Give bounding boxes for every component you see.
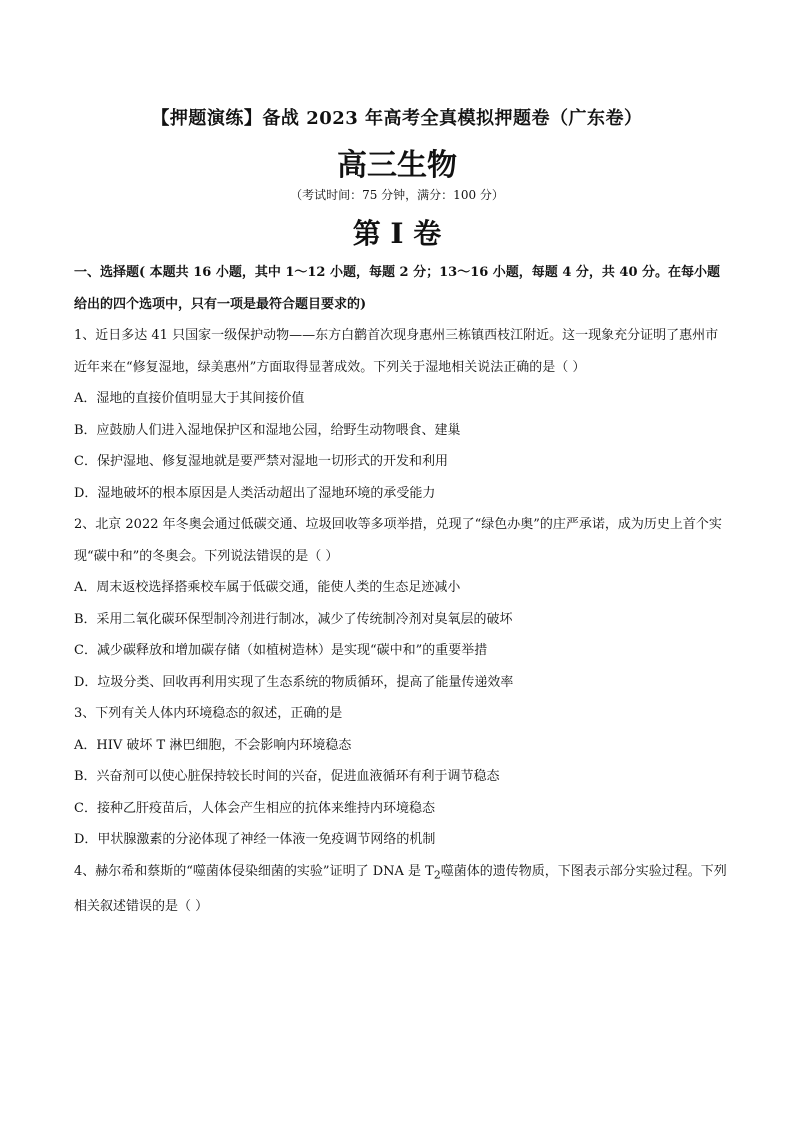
question-3-option-a: A．HIV 破坏 T 淋巴细胞，不会影响内环境稳态 [74, 737, 352, 753]
question-3-option-b: B．兴奋剂可以使心脏保持较长时间的兴奋，促进血液循环有利于调节稳态 [74, 769, 500, 784]
volume-title: 第 I 卷 [352, 217, 442, 250]
question-1-stem: 1、近日多达 41 只国家一级保护动物——东方白鹳首次现身惠州三栋镇西枝江附近。这一现象充分证明了惠州市近年来在“修复湿地，绿美惠州”方面取得显著成效。下列关于湿地相关说法正确的是（ ） [74, 328, 719, 375]
section-intro: 一、选择题( 本题共 16 小题，其中 1～12 小题，每题 2 分；13～16 小题，每题 4 分，共 40 分。在每小题给出的四个选项中，只有一项是最符合题目要求的) [74, 265, 721, 312]
question-1-option-b: B．应鼓励人们进入湿地保护区和湿地公园，给野生动物喂食、建巢 [74, 422, 461, 438]
question-2-stem: 2、北京 2022 年冬奥会通过低碳交通、垃圾回收等多项举措，兑现了“绿色办奥”的庄严承诺，成为历史上首个实现“碳中和”的冬奥会。下列说法错误的是（ ） [74, 517, 722, 564]
exam-info: （考试时间：75 分钟，满分：100 分） [290, 188, 504, 202]
question-3-option-c: C．接种乙肝疫苗后，人体会产生相应的抗体来维持内环境稳态 [74, 800, 435, 816]
question-2-option-a: A．周末返校选择搭乘校车属于低碳交通，能使人类的生态足迹减小 [74, 580, 461, 595]
question-4-stem-part-1: 4、赫尔希和蔡斯的“噬菌体侵染细菌的实验”证明了 DNA 是 T [74, 863, 434, 879]
exam-title: 【押题演练】备战 2023 年高考全真模拟押题卷（广东卷） [151, 108, 643, 129]
question-1-option-a: A．湿地的直接价值明显大于其间接价值 [74, 391, 305, 406]
question-2-option-b: B．采用二氧化碳环保型制冷剂进行制冰，减少了传统制冷剂对臭氧层的破坏 [74, 611, 513, 627]
question-4-stem-part-2: 噬菌体的遗传物质，下图表示部分实验过程。下列相关叙述错误的是（ ） [74, 863, 727, 914]
question-2-option-c: C．减少碳释放和增加碳存储（如植树造林）是实现“碳中和”的重要举措 [74, 643, 488, 658]
subject-title: 高三生物 [337, 148, 457, 183]
question-3-stem: 3、下列有关人体内环境稳态的叙述，正确的是 [74, 706, 343, 721]
question-4-subscript: 2 [433, 868, 441, 882]
question-4-stem [74, 856, 729, 923]
question-1-option-c: C．保护湿地、修复湿地就是要严禁对湿地一切形式的开发和利用 [74, 454, 448, 469]
question-body [74, 257, 729, 922]
question-2-option-d: D．垃圾分类、回收再利用实现了生态系统的物质循环，提高了能量传递效率 [74, 674, 514, 690]
question-3-option-d: D．甲状腺激素的分泌体现了神经一体液一免疫调节网络的机制 [74, 832, 436, 847]
question-1-option-d: D．湿地破坏的根本原因是人类活动超出了湿地环境的承受能力 [74, 485, 436, 501]
